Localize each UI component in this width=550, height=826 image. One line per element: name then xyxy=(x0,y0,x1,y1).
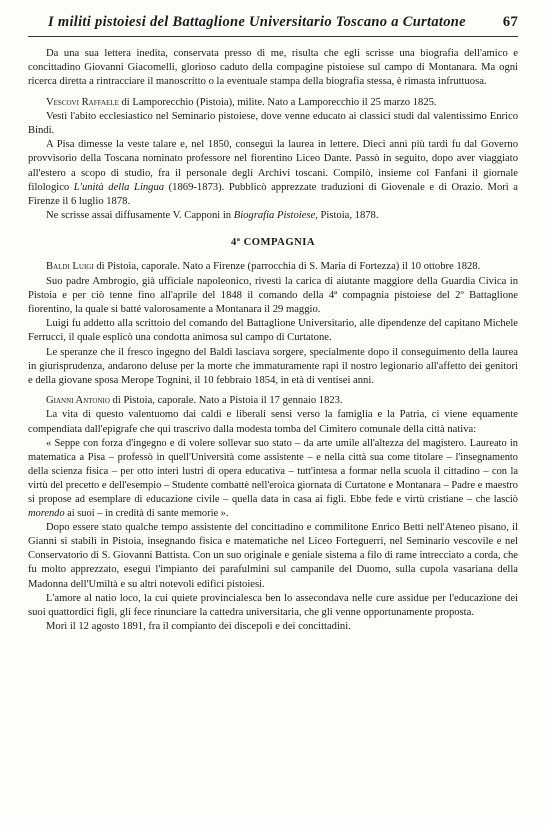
text-run: Ne scrisse assai diffusamente V. Capponi in xyxy=(46,210,234,222)
journal-title: L'unità della Lingua xyxy=(73,181,165,193)
entry-details: di Pistoia, caporale. Nato a Pistoia il 17 gennaio 1823. xyxy=(109,395,343,407)
book-title: Biografia Pistoiese xyxy=(233,210,316,222)
entry-name: Baldi Luigi xyxy=(46,261,94,273)
running-title: I militi pistoiesi del Battaglione Universitario Toscano a Curtatone xyxy=(48,14,466,30)
paragraph-giacomelli-biography: Da una sua lettera inedita, conservata presso di me, risulta che egli scrisse una biografia dell'amico e concittadino Giovanni Giacomelli, glorioso caduto della compagine pistoiese sul campo di Montanara. Ma ogni ricerca diretta a rintracciare il manoscritto o la eventuale stampa della biografia stessa, è rimasta infruttuosa. xyxy=(28,48,518,88)
text-run: A Pisa dimesse la veste talare e, nel 1850, conseguì la laurea in lettere. Dieci anni più tardi fu dal Governo provvisorio della Toscana nominato professore nel fiorentino Liceo Dante. Passò in seguito, dopo aver viaggiato all'estero a scopo di studio, fra il personale degli Archivi toscani. Compilò, insieme col Fanfani il giornale filologico xyxy=(28,139,518,193)
section-heading: 4ª COMPAGNIA xyxy=(230,237,315,249)
paragraph-baldi-1: Suo padre Ambrogio, già ufficiale napoleonico, rivestì la carica di aiutante maggiore della Guardia Civica in Pistoia e per ciò tenne fino all'aprile del 1848 il comando della 4ª compagnia pistoiese del 2º Battaglione fiorentino, la quale si batté valorosamente a Montanara il 29 maggio. xyxy=(28,275,518,316)
paragraph-gianni-2: Dopo essere stato qualche tempo assistente del concittadino e commilitone Enrico Betti nell'Ateneo pisano, il Gianni si stabilì in Pistoia, insegnando fisica e matematiche nel Liceo Forteguerri, nel Seminario vescovile e nel Conservatorio di S. Giovanni Battista. Con un suo originale e geniale sistema a filo di rame intrecciato a corda, che fu molto apprezzato, eseguì l'impianto dei parafulmini sul campanile del Duomo, sulla cupola vasariana della Madonna dell'Umiltà e su altri notevoli edifici pistoiesi. xyxy=(28,521,518,590)
entry-name: Vescovi Raffaele xyxy=(46,96,119,108)
text-run: ai suoi – in credità di sante memorie ». xyxy=(64,507,229,519)
entry-details: di Lamporecchio (Pistoia), milite. Nato a Lamporecchio il 25 marzo 1825. xyxy=(118,96,437,108)
paragraph-gianni-3: L'amore al natio loco, la cui quiete provincialesca ben lo assecondava nelle cure assidue per l'educazione dei suoi quattordici figli, gli fece rinunciare la cattedra universitaria, che gli venne opportunamente proposta. xyxy=(28,592,518,619)
running-header xyxy=(28,14,518,31)
paragraph-baldi-3: Le speranze che il fresco ingegno del Baldi lasciava sorgere, specialmente dopo il conseguimento della laurea in giurisprudenza, andarono deluse per la morte che immaturamente rapì il nostro legionario all'affetto dei genitori e della giovane sposa Merope Tognini, il 10 febbraio 1854, in età di ventisei anni. xyxy=(28,346,518,387)
paragraph-gianni-4: Morì il 12 agosto 1891, fra il compianto dei discepoli e dei concittadini. xyxy=(46,621,351,633)
header-rule xyxy=(28,36,518,37)
text-run: (1869-1873). Pubblicò apprezzate traduzioni di Giovenale e di Orazio. Morì a Firenze il 6 luglio 1878. xyxy=(28,181,519,208)
paragraph-vescovi-1: Vestì l'abito ecclesiastico nel Seminario pistoiese, dove venne educato ai classici studi dal valentissimo Enrico Bindi. xyxy=(28,110,518,137)
entry-name: Gianni Antonio xyxy=(46,395,110,407)
paragraph-gianni-1: La vita di questo valentuomo dai caldi e liberali sensi verso la famiglia e la Patria, ci viene equamente compendiata dall'epigrafe che qui trascrivo dalla modesta tomba del Cimitero comunale della città nativa: xyxy=(28,409,518,435)
text-run: , Pistoia, 1878. xyxy=(315,210,379,222)
entry-baldi xyxy=(28,260,518,274)
page-number: 67 xyxy=(502,14,518,30)
epigraph-quote xyxy=(28,437,518,521)
entry-gianni xyxy=(28,394,518,408)
entry-vescovi xyxy=(28,96,518,110)
paragraph-baldi-2: Luigi fu addetto alla scrittoio del comando del Battaglione Universitario, alle dipendenze del capitano Michele Ferrucci, il quale esplicò una condotta animosa sul campo di Curtatone. xyxy=(28,318,518,344)
italic-word: morendo xyxy=(28,507,65,519)
paragraph-vescovi-3 xyxy=(28,209,518,223)
text-run: « Seppe con forza d'ingegno e di volere sollevar suo stato – da arte umile all'altezza del magistero. Laureato in matematica a Pisa – professò in quell'Università come assistente – e nella città sua come titolare – l'insegnamento della scienza fisica – per otto interi lustri di opera educativa – tutt'intesa a formar nella scuola il cittadino – con la virtù del precetto e dell'esempio – Studente combattè nell'eroica giornata di Curtatone e Montanara – Padre e maestro si propose ad esemplare di educazione civile – quella data in casa ai figli. Ebbe fede e virtù cristiane – che lasciò xyxy=(28,437,518,505)
paragraph-vescovi-2 xyxy=(28,138,518,209)
entry-details: di Pistoia, caporale. Nato a Firenze (parrocchia di S. Maria di Fortezza) il 10 ottobre 1828. xyxy=(93,261,481,273)
